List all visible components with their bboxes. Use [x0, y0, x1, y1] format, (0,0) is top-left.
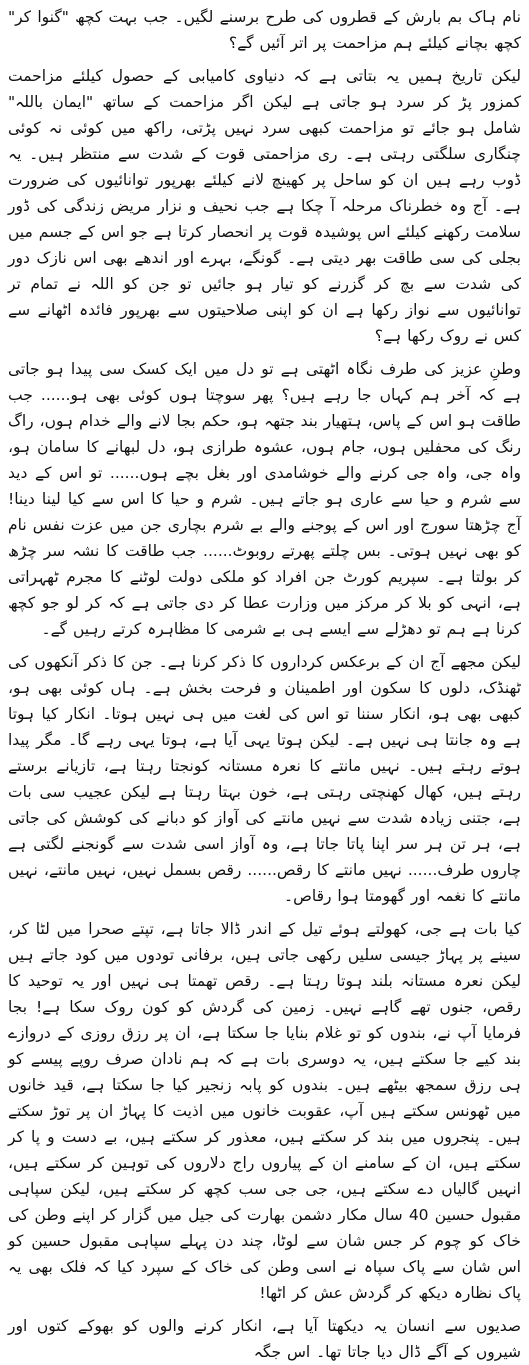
article-paragraph-1: نام ہاک بم بارش کے قطروں کی طرح برسنے لگیں۔ جب بہت کچھ "گنوا کر" کچھ بچانے کیلئے ہم مزاحمت پر اتر آئیں گے؟: [8, 8, 521, 52]
article-paragraph-6: صدیوں سے انسان یہ دیکھتا آیا ہے، انکار کرنے والوں کو بھوکے کتوں اور شیروں کے آگے ڈال دیا جاتا تھا۔ اس جگہ: [8, 1317, 521, 1361]
article-paragraph-3: وطنِ عزیز کی طرف نگاہ اٹھتی ہے تو دل میں ایک کسک سی پیدا ہو جاتی ہے کہ آخر ہم کہاں جا رہے ہیں؟ پھر سوچتا ہوں کوئی بھی ہو...... جب طاقت ہو اس کے پاس، ہتھیار بند جتھہ ہو، حکم بجا لانے والے خدام ہوں، راگ رنگ کی محفلیں ہوں، جام ہوں، عشوہ طرازی ہو، دل لبھانے کا سامان ہو، واہ جی، واہ جی کرنے والے خوشامدی اور بغل بچے ہوں...... تو اس کے دید سے شرم و حیا سے عاری ہو جاتے ہیں۔ شرم و حیا کا اس سے کیا لینا دینا! آج چڑھتا سورج اور اس کے پوجنے والے بے شرم بچاری جن میں عزت نفس نام کو بھی نہیں ہوتی۔ بس چلتے پھرتے روبوٹ...... جب طاقت کا نشہ سر چڑھ کر بولتا ہے۔ سپریم کورٹ جن افراد کو ملکی دولت لوٹنے کا مجرم ٹھہراتی ہے، انہی کو بلا کر مرکز میں وزارت عطا کر دی جاتی ہے کہ کر لو جو کچھ کرنا ہے ہم تو دھڑلے سے ایسے ہی بے شرمی کا مظاہرہ کرتے رہیں گے۔: [8, 360, 521, 638]
article-paragraph-2: لیکن تاریخ ہمیں یہ بتاتی ہے کہ دنیاوی کامیابی کے حصول کیلئے مزاحمت کمزور پڑ کر سرد ہو جاتی ہے لیکن اگر مزاحمت کے ساتھ "ایمان باللہ" شامل ہو جائے تو مزاحمت کبھی سرد نہیں پڑتی، راکھ میں کوئی نہ کوئی چنگاری سلگتی رہتی ہے۔ ری مزاحمتی قوت کے شدت سے منتظر ہیں۔ یہ ڈوب رہے ہیں ان کو ساحل پر کھینچ لانے کیلئے بھرپور توانائیوں کی ضرورت ہے۔ آج وہ خطرناک مرحلہ آ چکا ہے جب نحیف و نزار مریض زندگی کی ڈور سلامت رکھنے کیلئے اس پوشیدہ قوت پر انحصار کرتا ہے جو اس کے جسم میں بجلی کی سی طاقت بھر دیتی ہے۔ گونگے، بہرے اور اندھے بھی اس نازک دور کی شدت سے بچ کر گزرنے کو تیار ہو جائیں تو جن کو اللہ نے تمام تر توانائیوں سے نواز رکھا ہے ان کو اپنی صلاحیتوں سے بھرپور فائدہ اٹھانے سے کس نے روک رکھا ہے؟: [8, 67, 521, 345]
article-paragraph-4: لیکن مجھے آج ان کے برعکس کرداروں کا ذکر کرنا ہے۔ جن کا ذکر آنکھوں کی ٹھنڈک، دلوں کا سکون اور اطمینان و فرحت بخش ہے۔ ہاں کوئی بھی ہو، کبھی بھی ہو، انکار سننا تو اس کی لغت میں ہی نہیں ہوتا۔ انکار کیا ہوتا ہے وہ جانتا ہی نہیں ہے۔ لیکن ہوتا یہی آیا ہے، ہوتا یہی رہے گا۔ مگر پیدا ہوتے رہتے ہیں۔ نہیں مانتے کا نعرہ مستانہ کونجتا رہتا ہے، تازیانے برستے رہتے ہیں، کھال کھنچتی رہتی ہے، خون بہتا رہتا ہے لیکن عجیب سی بات ہے، جتنی زیادہ شدت سے نہیں مانتے کی آواز کو دبانے کی کوشش کی جاتی ہے، ہر تن ہر سر اپنا پاتا جاتا ہے، وہ آواز اسی شدت سے گونجنے لگتی ہے چاروں طرف...... نہیں مانتے کا رقص...... رقص بسمل نہیں، نہیں مانتے، نہیں مانتے کا نغمہ اور گھومتا ہوا رقاص۔: [8, 653, 521, 905]
article-paragraph-5: کیا بات ہے جی، کھولتے ہوئے تیل کے اندر ڈالا جاتا ہے، تپتے صحرا میں لٹا کر، سینے پر پہاڑ جیسی سلیں رکھی جاتی ہیں، برفانی تودوں میں کود جاتے ہیں لیکن نعرہ مستانہ بلند ہوتا رہتا ہے۔ رقص تھمتا ہی نہیں اور یہ توحید کا رقص، جنوں تھے گاہے نہیں۔ زمین کی گردش کو کون روک سکا ہے! بجا فرمایا آپ نے، بندوں کو تو غلام بنایا جا سکتا ہے، ان پر رزق روزی کے دروازے بند کیے جا سکتے ہیں، یہ دوسری بات ہے کہ ہم نادان صرف روپے پیسے کو ہی رزق سمجھ بیٹھے ہیں۔ بندوں کو پابہ زنجیر کیا جا سکتا ہے، قید خانوں میں ٹھونس سکتے ہیں آپ، عقوبت خانوں میں اذیت کا پہاڑ ان پر توڑ سکتے ہیں۔ پنجروں میں بند کر سکتے ہیں، معذور کر سکتے ہیں، بے دست و پا کر سکتے ہیں، ان کے سامنے ان کے پیاروں راج دلاروں کی توہین کر سکتے ہیں، انہیں گالیاں دے سکتے ہیں، جی جی سب کچھ کر سکتے ہیں، لیکن سپاہی مقبول حسین 40 سال مکار دشمن بھارت کی جیل میں گزار کر اپنے وطن کی خاک کو چوم کر جس شان سے لوٹا، چند دن پہلے سپاہی مقبول حسین کو اس شان سے پاک سپاہ نے اسی وطن کی خاک کے سپرد کیا کہ فلک بھی یہ پاک نظارہ دیکھ کر گردش عش کر اٹھا!: [8, 920, 521, 1302]
